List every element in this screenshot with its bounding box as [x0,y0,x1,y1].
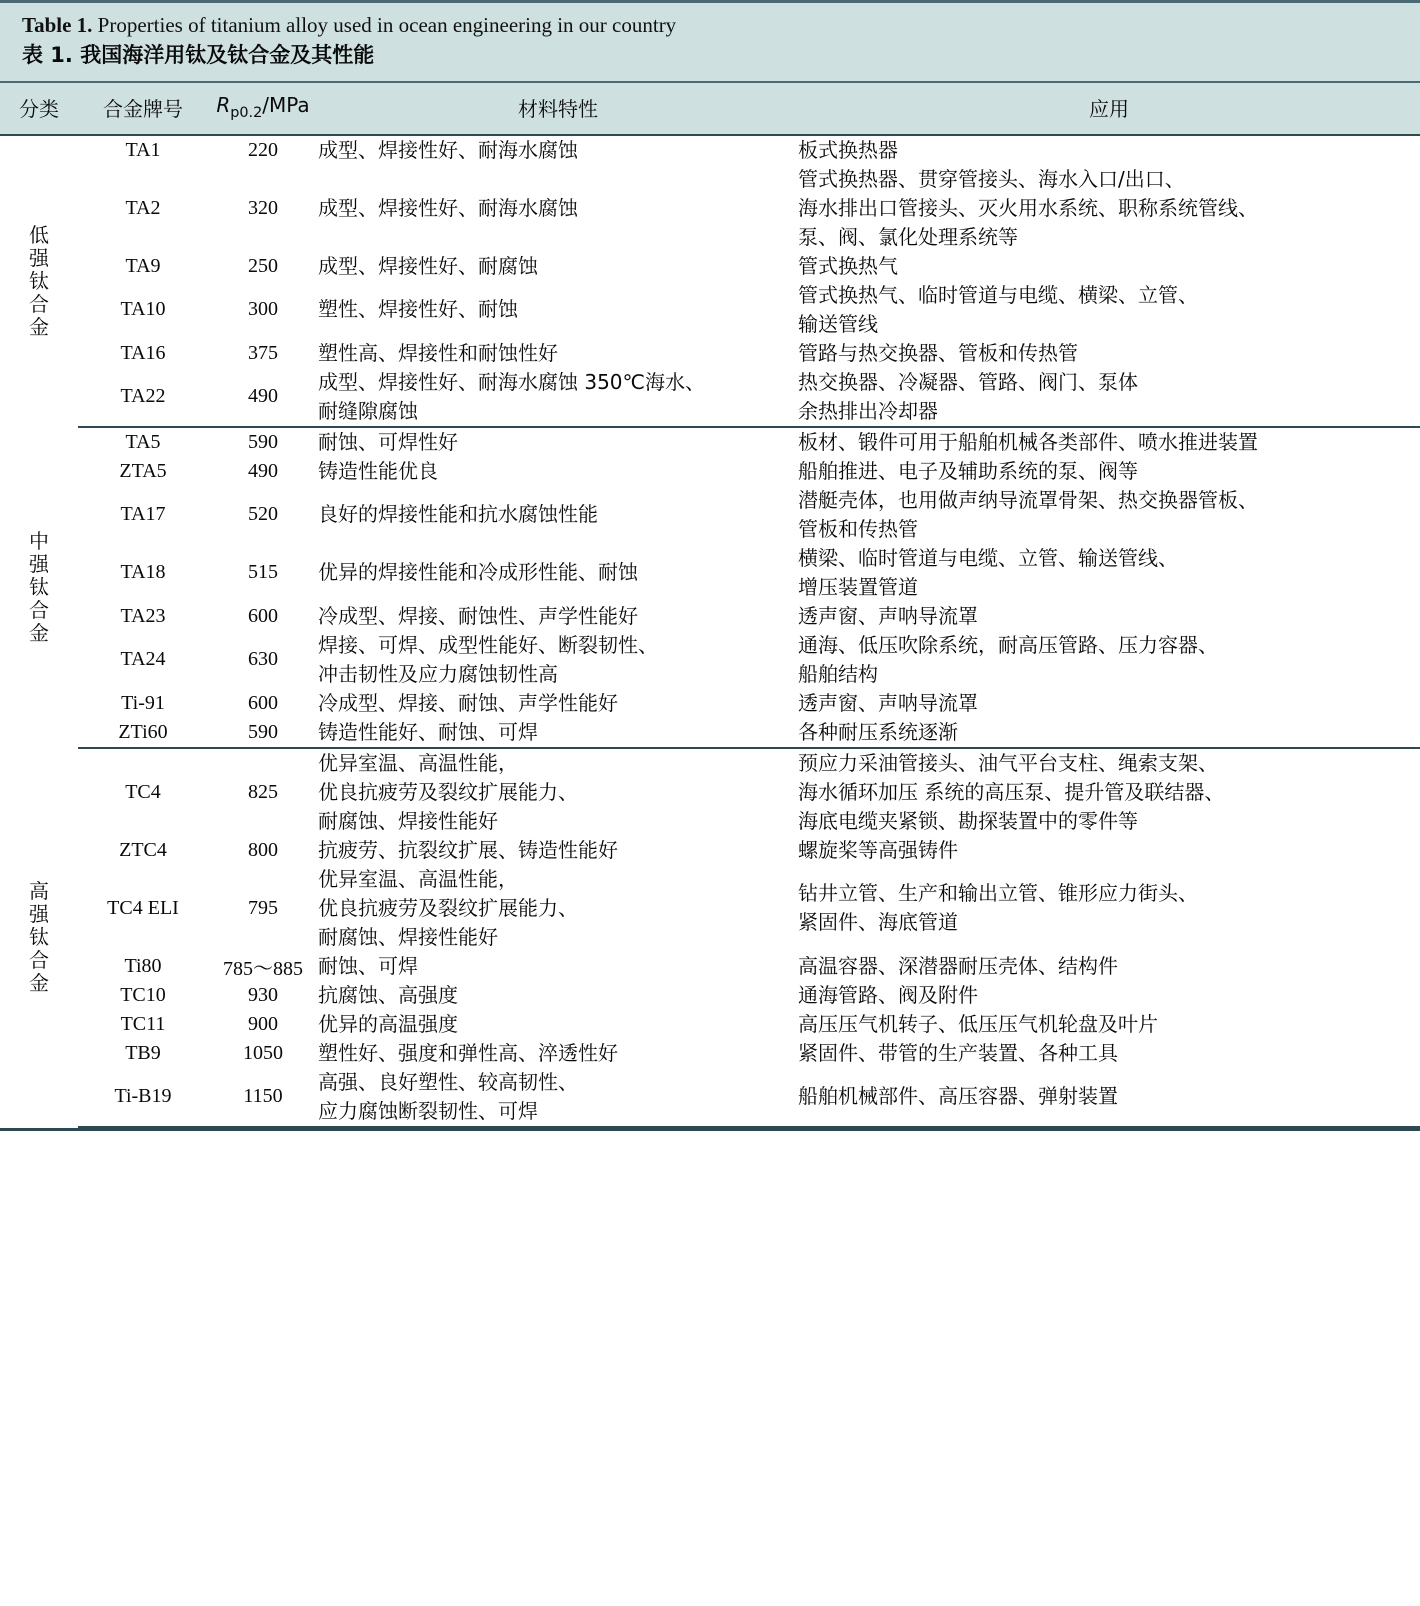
header-row [0,83,1420,135]
caption-english-text: Properties of titanium alloy used in ocean engineering in our country [97,13,677,37]
properties-cell [318,981,798,1010]
category-char: 合 [29,291,49,316]
grade-cell: TC10 [120,983,166,1006]
properties-cell [318,631,798,689]
application-line: 管式换热气 [798,253,898,278]
category-char: 强 [29,551,49,576]
caption-chinese-text: 我国海洋用钛及钛合金及其性能 [80,43,375,68]
table-row [0,865,1420,952]
properties-cell [318,602,798,631]
application-cell [798,718,1420,748]
rp-value-cell: 300 [248,298,278,321]
caption-english-label: Table 1. [22,13,93,37]
rp-value-cell: 590 [248,430,278,453]
column-header-application: 应用 [798,83,1420,135]
grade-cell: TA16 [120,341,166,364]
application-cell [798,981,1420,1010]
properties-line: 铸造性能好、耐蚀、可焊 [318,719,538,744]
grade-cell: ZTC4 [119,838,167,861]
grade-cell: TC11 [120,1012,166,1035]
table-caption [0,0,1420,83]
caption-english [22,11,1398,39]
rp-value-cell: 795 [248,896,278,919]
application-cell [798,281,1420,339]
application-line: 高温容器、深潜器耐压壳体、结构件 [798,953,1118,978]
rp-value-cell: 320 [248,196,278,219]
properties-line: 抗疲劳、抗裂纹扩展、铸造性能好 [318,837,618,862]
application-line: 输送管线 [798,311,878,336]
application-cell [798,865,1420,952]
properties-line: 优异的焊接性能和冷成形性能、耐蚀 [318,560,638,585]
table-row [0,1010,1420,1039]
properties-line: 耐腐蚀、焊接性能好 [318,924,498,949]
properties-cell [318,281,798,339]
application-cell [798,689,1420,718]
properties-cell [318,165,798,252]
rp-value-cell: 930 [248,983,278,1006]
properties-line: 冷成型、焊接、耐蚀性、声学性能好 [318,603,638,628]
application-line: 船舶机械部件、高压容器、弹射装置 [798,1084,1118,1109]
application-line: 高压压气机转子、低压压气机轮盘及叶片 [798,1011,1158,1036]
application-line: 管式换热器、贯穿管接头、海水入口/出口、 [798,166,1185,191]
rp-symbol: R [216,93,231,118]
table-row [0,339,1420,368]
properties-cell [318,836,798,865]
properties-line: 焊接、可焊、成型性能好、断裂韧性、 [318,632,658,657]
properties-cell [318,544,798,602]
properties-line: 优异室温、高温性能， [318,866,518,891]
table-body [0,135,1420,1127]
table-row [0,602,1420,631]
properties-cell [318,457,798,486]
application-cell [798,1039,1420,1068]
rp-value-cell: 825 [248,780,278,803]
category-cell [0,748,78,1127]
properties-line: 成型、焊接性好、耐海水腐蚀 [318,137,578,162]
rp-value-cell: 1050 [243,1041,283,1064]
properties-cell [318,748,798,836]
properties-cell [318,1068,798,1127]
table-row [0,252,1420,281]
properties-cell [318,368,798,427]
rp-value-cell: 520 [248,503,278,526]
category-cell [0,427,78,748]
properties-cell [318,1010,798,1039]
table-row [0,457,1420,486]
properties-line: 成型、焊接性好、耐腐蚀 [318,253,538,278]
grade-cell: Ti-91 [121,691,165,714]
category-char: 金 [29,620,49,645]
grade-cell: TA24 [120,648,166,671]
properties-line: 成型、焊接性好、耐海水腐蚀 350℃海水、 [318,369,705,394]
grade-cell: Ti-B19 [78,1068,208,1127]
category-char: 高 [29,878,49,903]
category-char: 合 [29,597,49,622]
properties-line: 耐蚀、可焊 [318,953,418,978]
grade-cell: ZTi60 [78,718,208,748]
rp-value-cell: 220 [248,138,278,161]
grade-cell: TC4 ELI [107,896,179,919]
table-row [0,486,1420,544]
rp-value-cell: 630 [248,648,278,671]
table-row [0,718,1420,748]
table-row [0,165,1420,252]
properties-line: 优良抗疲劳及裂纹扩展能力、 [318,895,578,920]
application-line: 管式换热气、临时管道与电缆、横梁、立管、 [798,282,1198,307]
rp-value-cell: 590 [208,718,318,748]
table-row [0,544,1420,602]
application-line: 余热排出冷却器 [798,398,938,423]
application-line: 管板和传热管 [798,516,918,541]
application-cell [798,457,1420,486]
properties-line: 优异室温、高温性能， [318,750,518,775]
grade-cell: TA18 [120,561,166,584]
application-cell [798,339,1420,368]
table-row [0,368,1420,427]
properties-line: 塑性、焊接性好、耐蚀 [318,297,518,322]
rp-value-cell: 600 [248,604,278,627]
table-row [0,1068,1420,1127]
application-line: 泵、阀、氯化处理系统等 [798,224,1018,249]
table-row [0,281,1420,339]
application-line: 海底电缆夹紧锁、勘探装置中的零件等 [798,808,1138,833]
application-line: 海水排出口管接头、灭火用水系统、职称系统管线、 [798,195,1258,220]
category-char: 强 [29,901,49,926]
application-cell [798,252,1420,281]
rp-value-cell: 1150 [208,1068,318,1127]
rp-value-cell: 515 [248,561,278,584]
application-line: 各种耐压系统逐渐 [798,719,958,744]
grade-cell: TA2 [125,196,161,219]
properties-cell [318,135,798,165]
application-line: 板材、锻件可用于船舶机械各类部件、喷水推进装置 [798,429,1258,454]
column-header-properties: 材料特性 [318,83,798,135]
category-char: 钛 [29,924,49,949]
grade-cell: TC4 [125,780,161,803]
application-line: 螺旋桨等高强铸件 [798,837,958,862]
application-cell [798,486,1420,544]
application-line: 横梁、临时管道与电缆、立管、输送管线、 [798,545,1178,570]
properties-cell [318,339,798,368]
properties-cell [318,689,798,718]
application-cell [798,427,1420,457]
application-line: 潜艇壳体，也用做声纳导流罩骨架、热交换器管板、 [798,487,1258,512]
application-line: 热交换器、冷凝器、管路、阀门、泵体 [798,369,1138,394]
table-row [0,631,1420,689]
grade-cell: TA10 [120,298,166,321]
properties-line: 耐腐蚀、焊接性能好 [318,808,498,833]
rp-value-cell: 600 [248,691,278,714]
table-row [0,135,1420,165]
table-row [0,836,1420,865]
table-row [0,689,1420,718]
table-row [0,427,1420,457]
application-cell [798,631,1420,689]
grade-cell: TA22 [78,368,208,427]
application-line: 增压装置管道 [798,574,918,599]
application-cell [798,748,1420,836]
grade-cell: Ti80 [124,954,162,977]
category-char: 金 [29,970,49,995]
table-row [0,981,1420,1010]
properties-cell [318,486,798,544]
category-char: 金 [29,314,49,339]
application-line: 管路与热交换器、管板和传热管 [798,340,1078,365]
application-line: 通海管路、阀及附件 [798,982,978,1007]
application-line: 板式换热器 [798,137,898,162]
application-cell [798,602,1420,631]
properties-line: 应力腐蚀断裂韧性、可焊 [318,1098,538,1123]
properties-line: 塑性好、强度和弹性高、淬透性好 [318,1040,618,1065]
properties-line: 耐蚀、可焊性好 [318,429,458,454]
rp-unit: /MPa [262,93,310,118]
properties-cell [318,952,798,981]
properties-line: 成型、焊接性好、耐海水腐蚀 [318,195,578,220]
application-cell [798,1010,1420,1039]
application-cell [798,836,1420,865]
grade-cell: ZTA5 [119,459,167,482]
category-char: 强 [29,245,49,270]
rp-value-cell: 490 [248,459,278,482]
application-line: 海水循环加压 系统的高压泵、提升管及联结器、 [798,779,1225,804]
application-cell [798,368,1420,427]
category-char: 中 [29,528,49,553]
category-char: 钛 [29,268,49,293]
application-line: 紧固件、带管的生产装置、各种工具 [798,1040,1118,1065]
rp-value-cell: 375 [248,341,278,364]
properties-line: 优异的高温强度 [318,1011,458,1036]
column-header-grade: 合金牌号 [78,83,208,135]
properties-cell [318,1039,798,1068]
application-cell [798,1068,1420,1127]
properties-line: 冲击韧性及应力腐蚀韧性高 [318,661,558,686]
application-line: 通海、低压吹除系统，耐高压管路、压力容器、 [798,632,1218,657]
properties-line: 耐缝隙腐蚀 [318,398,418,423]
rp-value-cell: 250 [248,254,278,277]
properties-cell [318,427,798,457]
properties-line: 高强、良好塑性、较高韧性、 [318,1069,578,1094]
grade-cell: TA17 [120,503,166,526]
properties-line: 优良抗疲劳及裂纹扩展能力、 [318,779,578,804]
properties-line: 冷成型、焊接、耐蚀、声学性能好 [318,690,618,715]
application-line: 透声窗、声呐导流罩 [798,603,978,628]
grade-cell: TA23 [120,604,166,627]
application-cell [798,952,1420,981]
rp-subscript: p0.2 [230,105,263,122]
category-char: 合 [29,947,49,972]
grade-cell: TA1 [125,138,161,161]
properties-line: 抗腐蚀、高强度 [318,982,458,1007]
category-cell [0,135,78,427]
properties-line: 铸造性能优良 [318,458,438,483]
application-cell [798,544,1420,602]
caption-chinese-label: 表 1. [22,43,73,68]
grade-cell: TB9 [125,1041,161,1064]
application-line: 预应力采油管接头、油气平台支柱、绳索支架、 [798,750,1218,775]
rp-value-cell: 490 [208,368,318,427]
table-row [0,748,1420,836]
properties-cell [318,865,798,952]
properties-line: 塑性高、焊接性和耐蚀性好 [318,340,558,365]
category-char: 钛 [29,574,49,599]
table-row [0,1039,1420,1068]
table-header [0,83,1420,135]
properties-line: 良好的焊接性能和抗水腐蚀性能 [318,502,598,527]
application-line: 船舶结构 [798,661,878,686]
grade-cell: TA9 [125,254,161,277]
application-line: 透声窗、声呐导流罩 [798,690,978,715]
grade-cell: TA5 [125,430,161,453]
table-bottom-rule [0,1128,1420,1131]
rp-value-cell: 785～885 [223,957,303,980]
application-line: 船舶推进、电子及辅助系统的泵、阀等 [798,458,1138,483]
properties-table [0,83,1420,1128]
table-row [0,952,1420,981]
properties-cell [318,718,798,748]
rp-value-cell: 900 [248,1012,278,1035]
column-header-rp [208,83,318,135]
caption-chinese [22,41,1398,70]
properties-cell [318,252,798,281]
application-cell [798,165,1420,252]
column-header-category: 分类 [0,83,78,135]
application-line: 紧固件、海底管道 [798,910,958,935]
application-cell [798,135,1420,165]
category-char: 低 [29,222,49,247]
application-line: 钻井立管、生产和输出立管、锥形应力街头、 [798,881,1198,906]
rp-value-cell: 800 [248,838,278,861]
